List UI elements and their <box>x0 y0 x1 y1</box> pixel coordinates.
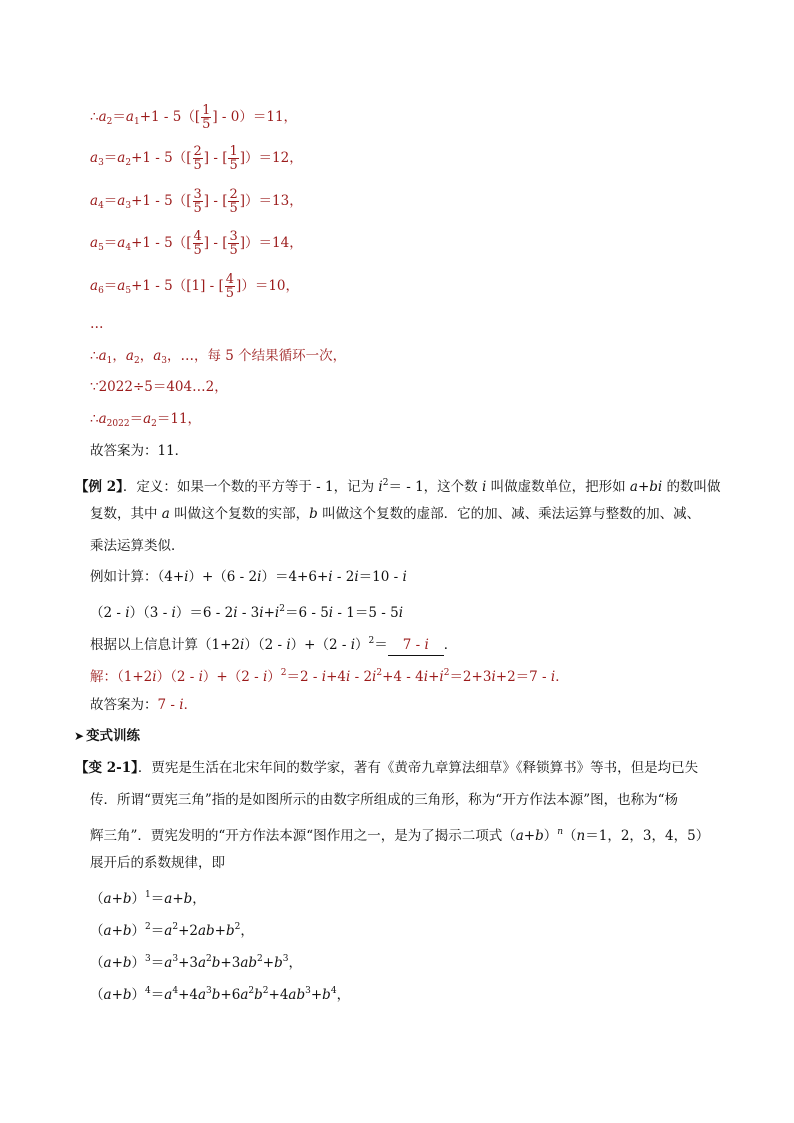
a5-step: $a_5=a_4+1 - 5$（[ $\frac{4}{5}$ ] - [ $\frac{3}{5}$ ]）＝14， <box>90 229 303 258</box>
example2-line5: $(2 - i)(3 - i)=6 - 2i - 3i+i^2=6 - 5i - 1=5 - 5i$ <box>90 604 404 621</box>
example2-line6: 根据以上信息计算（1+2i）（2 - i）+（2 - i）$^2$＝ 7 - i ． <box>90 631 457 656</box>
example2-line3: 乘法运算类似． <box>90 538 185 554</box>
answer-line-1: 故答案为：11． <box>90 443 189 459</box>
a4-step: $a_4=a_3+1 - 5$（[ $\frac{3}{5}$ ] - [ $\frac{2}{5}$ ]）＝13， <box>90 187 303 216</box>
variant21-line3: 辉三角”．贾宪发明的“开方作法本源“图作用之一，是为了揭示二项式$(a+b)^n(n=1$，2，3，4，5） <box>90 827 710 844</box>
a6-step: $a_6=a_5+1 - 5([1]$ - [ $\frac{4}{5}$ ]）＝10， <box>90 272 299 301</box>
expansion-1: $(a+b)^1=a+b$， <box>90 890 206 907</box>
answer-blank: 7 - i <box>388 635 444 656</box>
cycle-line: $\therefore a_1$，$a_2$，$a_3$，…，每 5 个结果循环一次， <box>90 348 347 366</box>
arrow-bullet-icon: ➤ <box>74 729 85 743</box>
a2-step: $\therefore a_2=a_1+1 - 5$（[ $\frac{1}{5}$ ] - 0）＝11， <box>90 103 298 132</box>
variant21-line1: 【变 2-1】．贾宪是生活在北宋年间的数学家，著有《黄帝九章算法细草》《释锁算书》等书，但是均已失 <box>75 760 699 776</box>
example2-tag: 【例 2】 <box>75 479 123 495</box>
variant21-line4: 展开后的系数规律，即 <box>90 855 225 871</box>
variant21-line2: 传．所谓“贾宪三角”指的是如图所示的由数字所组成的三角形，称为“开方作法本源”图，也称为“杨 <box>90 792 679 808</box>
division-line: ∵2022÷5＝404…2， <box>90 379 228 395</box>
example2-line1: 【例 2】．定义：如果一个数的平方等于 - 1，记为 $i^2= - 1$，这个数 i 叫做虚数单位，把形如 a+bi 的数叫做 <box>75 478 721 495</box>
ellipsis-line: … <box>90 316 104 332</box>
example2-solution: 解：$(1+2i)(2 - i)+(2 - i)^2=2 - i+4i - 2i^2+4 - 4i+i^2=2+3i+2=7 - i$． <box>90 668 569 685</box>
example2-answer: 故答案为：7 - i． <box>90 697 198 713</box>
variant21-tag: 【变 2-1】 <box>75 760 138 776</box>
variant-heading: ➤ 变式训练 <box>74 728 141 744</box>
a3-step: $a_3=a_2+1 - 5$（[ $\frac{2}{5}$ ] - [ $\frac{1}{5}$ ]）＝12， <box>90 144 303 173</box>
example2-line4: 例如计算：（4+i）+（6 - 2i）＝4+6+i - 2i＝10 - i <box>90 569 407 585</box>
expansion-2: $(a+b)^2=a^2+2ab+b^2$， <box>90 922 254 939</box>
expansion-3: $(a+b)^3=a^3+3a^2b+3ab^2+b^3$， <box>90 954 302 971</box>
result-line: $\therefore a_{2022}=a_2=11$， <box>90 411 202 429</box>
example2-line2: 复数，其中 a 叫做这个复数的实部，b 叫做这个复数的虚部．它的加、减、乘法运算与整数的加、减、 <box>90 506 701 522</box>
expansion-4: $(a+b)^4=a^4+4a^3b+6a^2b^2+4ab^3+b^4$， <box>90 986 351 1003</box>
